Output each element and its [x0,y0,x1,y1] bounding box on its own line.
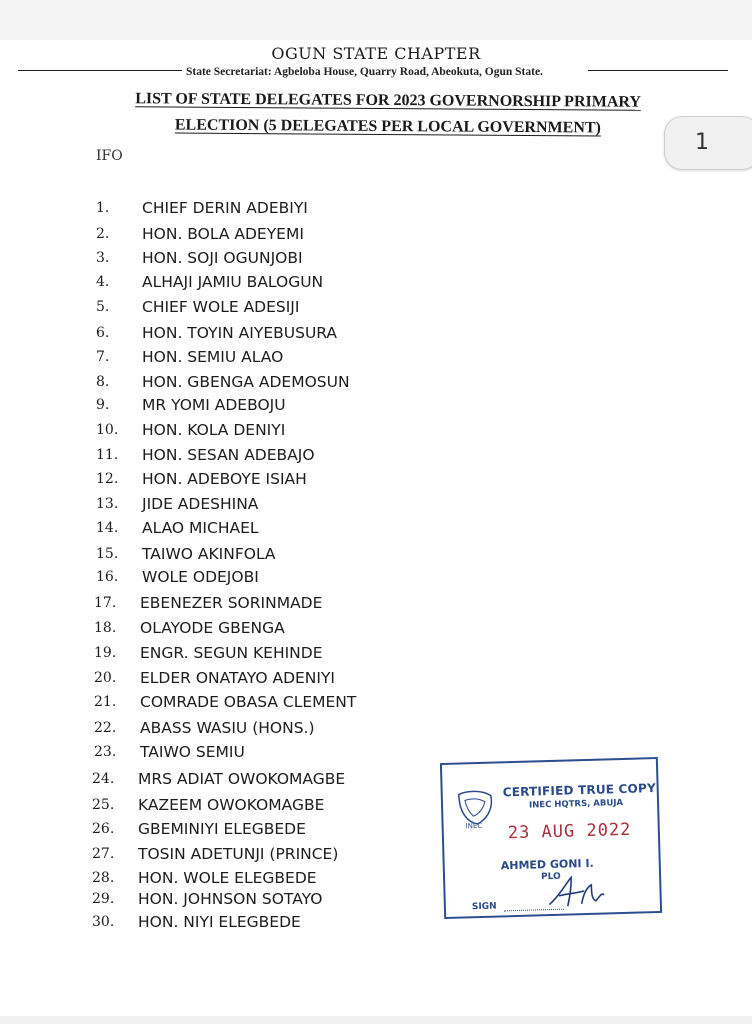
delegate-name: MRS ADIAT OWOKOMAGBE [138,770,346,788]
delegate-name: OLAYODE GBENGA [140,619,285,637]
delegate-number: 16. [96,569,119,585]
delegate-name: ENGR. SEGUN KEHINDE [140,644,323,662]
delegate-name: TOSIN ADETUNJI (PRINCE) [138,845,339,863]
delegate-number: 3. [96,250,110,266]
delegate-number: 28. [92,870,115,886]
delegate-name: HON. KOLA DENIYI [142,421,286,439]
delegate-name: CHIEF DERIN ADEBIYI [142,199,308,217]
delegate-name: MR YOMI ADEBOJU [142,396,286,414]
viewer-bottom-strip [0,1016,752,1024]
delegate-number: 30. [92,914,115,930]
delegate-name: HON. GBENGA ADEMOSUN [142,373,350,391]
delegate-number: 12. [96,471,119,487]
document-title-line-1: LIST OF STATE DELEGATES FOR 2023 GOVERNORSHIP PRIMARY [135,90,642,111]
certified-true-copy-stamp [440,757,662,919]
delegate-number: 8. [96,374,110,390]
delegate-number: 14. [96,520,119,536]
delegate-number: 23. [94,744,117,760]
document-title-line-2: ELECTION (5 DELEGATES PER LOCAL GOVERNMENT) [174,116,601,137]
delegate-name: HON. SEMIU ALAO [142,348,284,366]
delegate-number: 17. [94,595,117,611]
inec-logo-icon [453,786,498,831]
delegate-name: HON. SESAN ADEBAJO [142,446,315,464]
delegate-name: HON. TOYIN AIYEBUSURA [142,324,338,342]
stamp-officer-position: PLO [540,871,561,883]
delegate-number: 27. [92,846,115,862]
delegate-number: 10. [96,422,119,438]
delegate-name: HON. WOLE ELEGBEDE [138,869,317,887]
page-number-indicator[interactable]: 1 [664,116,752,170]
delegate-name: KAZEEM OWOKOMAGBE [138,796,325,814]
delegate-name: GBEMINIYI ELEGBEDE [138,820,306,838]
delegate-name: ABASS WASIU (HONS.) [140,719,315,737]
delegate-number: 19. [94,645,117,661]
stamp-officer-name: AHMED GONI I. [500,856,594,873]
delegate-number: 18. [94,620,117,636]
delegate-number: 24. [92,771,115,787]
delegate-number: 7. [96,349,110,365]
signature-icon [545,873,606,911]
delegate-name: JIDE ADESHINA [142,495,259,513]
secretariat-address: State Secretariat: Agbeloba House, Quarry Road, Abeokuta, Ogun State. [186,66,543,78]
delegate-name: HON. NIYI ELEGBEDE [138,913,301,931]
stamp-title: CERTIFIED TRUE COPY [502,781,657,800]
delegate-name: HON. BOLA ADEYEMI [142,225,304,243]
delegate-name: HON. ADEBOYE ISIAH [142,470,307,488]
delegate-name: HON. SOJI OGUNJOBI [142,249,303,267]
delegate-name: TAIWO AKINFOLA [142,545,276,563]
stamp-subtitle: INEC HQTRS, ABUJA [528,797,624,811]
delegate-number: 4. [96,274,110,290]
delegate-number: 29. [92,891,115,907]
delegate-number: 21. [94,694,117,710]
delegate-name: TAIWO SEMIU [140,743,245,761]
delegate-number: 6. [96,325,110,341]
delegate-name: ALAO MICHAEL [142,519,259,537]
delegate-name: WOLE ODEJOBI [142,568,259,586]
inec-logo-text: INEC [465,821,483,831]
delegate-number: 25. [92,797,115,813]
delegate-number: 13. [96,496,119,512]
delegate-number: 20. [94,670,117,686]
delegate-number: 2. [96,226,110,242]
chapter-heading: OGUN STATE CHAPTER [271,44,481,63]
delegate-name: CHIEF WOLE ADESIJI [142,298,300,316]
header-rule-right [588,70,728,71]
delegate-number: 11. [96,447,119,463]
delegate-number: 1. [96,200,110,216]
delegate-number: 22. [94,720,117,736]
stamp-sign-label: SIGN [471,901,497,913]
delegate-number: 9. [96,397,110,413]
stamp-date: 23 AUG 2022 [507,819,632,844]
delegate-name: EBENEZER SORINMADE [140,594,323,612]
delegate-number: 5. [96,299,110,315]
delegate-number: 15. [96,546,119,562]
local-government-label: IFO [96,148,123,164]
delegate-name: COMRADE OBASA CLEMENT [140,693,357,711]
delegate-name: HON. JOHNSON SOTAYO [138,890,323,908]
delegate-name: ALHAJI JAMIU BALOGUN [142,273,324,291]
delegate-name: ELDER ONATAYO ADENIYI [140,669,335,687]
delegate-number: 26. [92,821,115,837]
